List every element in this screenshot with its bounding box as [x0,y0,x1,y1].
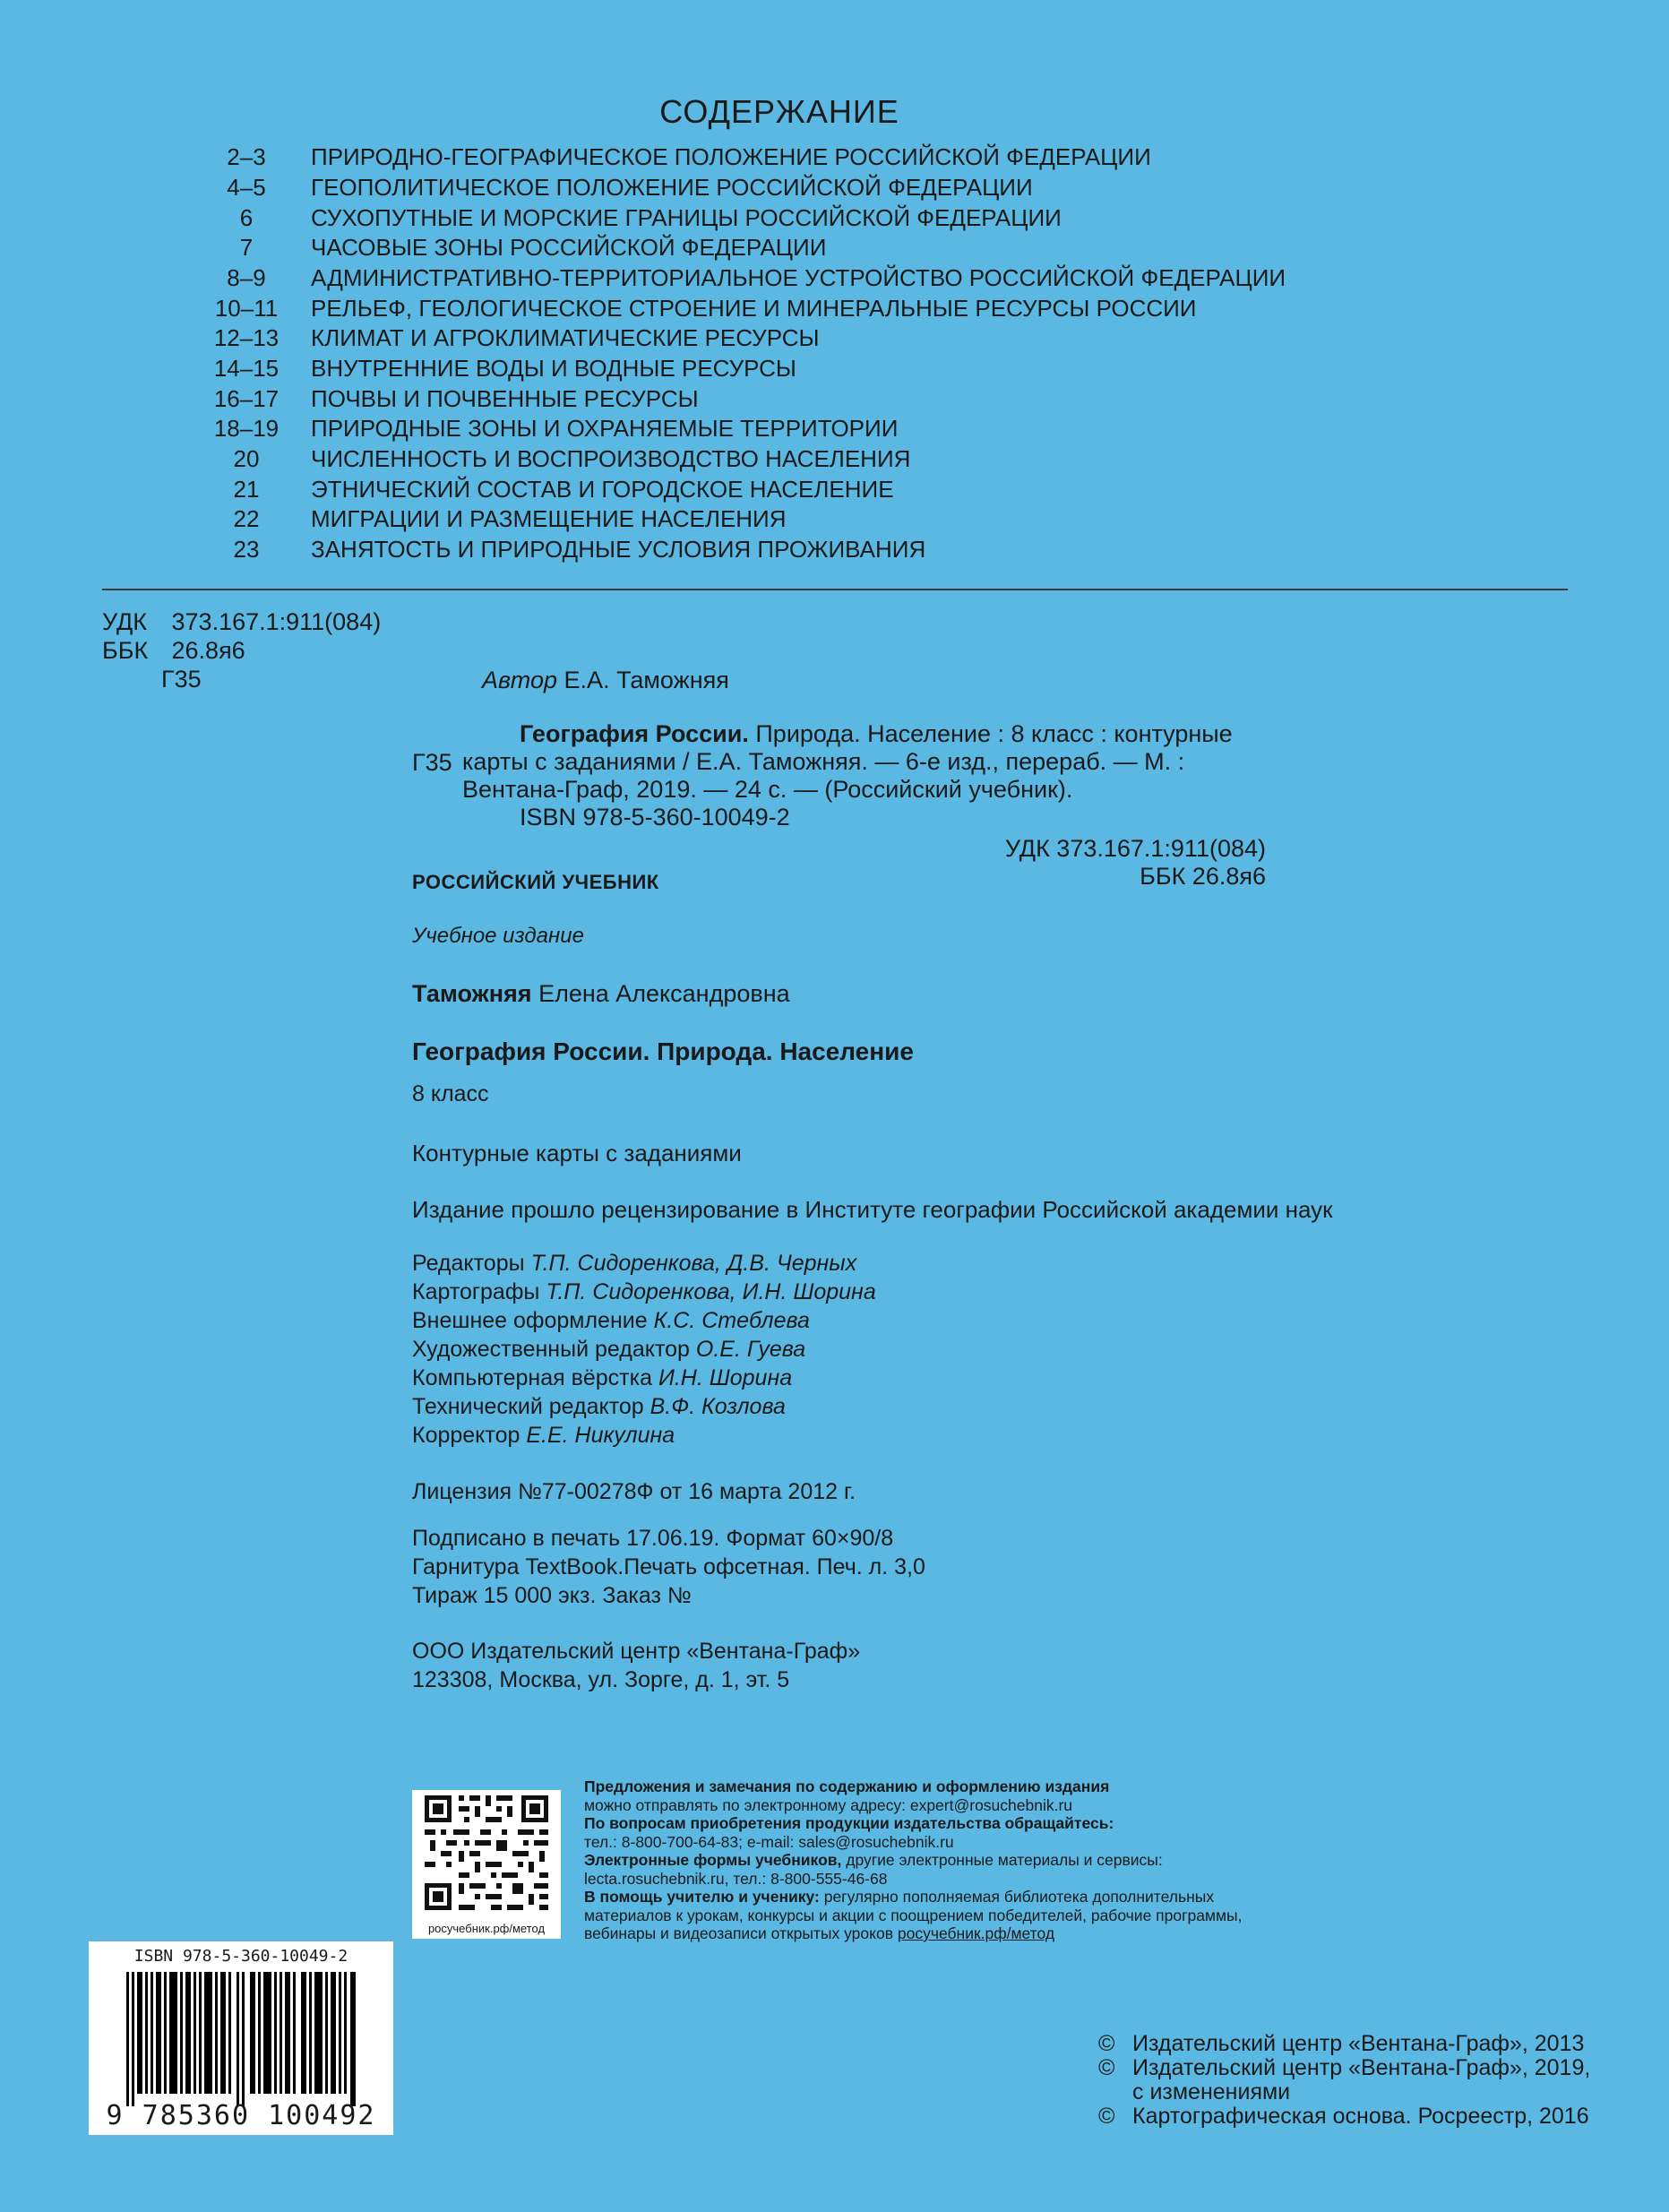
author-given-names: Елена Александровна [531,980,790,1007]
bib-line3: Вентана-Граф, 2019. — 24 с. — (Российский учебник). [462,776,1073,803]
toc-pages: 20 [233,445,260,472]
divider-line [102,589,1568,590]
credit-names: О.Е. Гуева [695,1337,806,1362]
bbk-value: 26.8я6 [171,637,245,664]
contacts-block [584,1777,1242,1943]
author-surname: Таможняя [412,980,532,1007]
toc-pages: 16–17 [213,385,280,412]
credit-row [412,1364,876,1392]
bbk-label: ББК [102,637,149,664]
publisher-name: ООО Издательский центр «Вентана-Граф» [412,1639,861,1664]
contacts-bold: В помощь учителю и ученику: [584,1888,820,1906]
credit-role: Картографы [412,1279,546,1304]
copyright-text: Издательский центр «Вентана-Граф», 2013 [1132,2031,1585,2056]
contacts-line: материалов к урокам, конкурсы и акции с поощрением победителей, рабочие программы, [584,1906,1243,1924]
copyright-symbol: © [1098,2104,1115,2129]
toc-pages: 18–19 [213,415,280,442]
toc-item-title: ПРИРОДНО-ГЕОГРАФИЧЕСКОЕ ПОЛОЖЕНИЕ РОССИЙСКОЙ ФЕДЕРАЦИИ [311,143,1151,170]
copyright-row [1098,2032,1590,2056]
toc-item-title: МИГРАЦИИ И РАЗМЕЩЕНИЕ НАСЕЛЕНИЯ [311,505,787,532]
toc-pages: 23 [233,536,260,563]
credits [412,1249,876,1450]
toc-item-title: ВНУТРЕННИЕ ВОДЫ И ВОДНЫЕ РЕСУРСЫ [311,355,796,382]
review-note: Издание прошло рецензирование в Институте географии Российской академии наук [412,1196,1333,1223]
credit-row [412,1421,876,1450]
bib-bbk: ББК 26.8я6 [1140,863,1266,890]
bib-author-mark: Г35 [412,749,452,776]
copyright-symbol: © [1098,2031,1115,2056]
credit-row [412,1392,876,1421]
author-name: Е.А. Таможняя [564,667,729,693]
isbn-barcode [89,1941,393,2135]
toc-pages: 6 [239,204,254,231]
credit-names: Т.П. Сидоренкова, Д.В. Черных [530,1251,857,1276]
qr-caption: росучебник.рф/метод [427,1922,546,1935]
print-info-line: Гарнитура TextBook.Печать офсетная. Печ. л. 3,0 [412,1554,925,1579]
contacts-line: По вопросам приобретения продукции издательства обращайтесь: [584,1814,1114,1832]
contacts-text: регулярно пополняемая библиотека дополнительных [819,1888,1215,1906]
bib-line2: карты с заданиями / Е.А. Таможняя. — 6-е изд., перераб. — М. : [462,748,1185,775]
publisher [412,1637,860,1694]
classification-block [102,607,381,693]
toc-title: СОДЕРЖАНИЕ [659,93,899,130]
bib-line1: Природа. Население : 8 класс : контурные [748,720,1233,747]
toc-item-title: ЭТНИЧЕСКИЙ СОСТАВ И ГОРОДСКОЕ НАСЕЛЕНИЕ [311,476,894,503]
toc-pages: 14–15 [213,355,280,382]
toc-pages: 7 [239,234,254,261]
credit-role: Внешнее оформление [412,1308,654,1333]
toc-pages: 21 [233,476,260,503]
udk-label: УДК [102,608,147,635]
credit-names: Т.П. Сидоренкова, И.Н. Шорина [546,1279,876,1304]
contacts-bold: Электронные формы учебников, [584,1851,842,1869]
book-title: География России. Природа. Население [412,1037,914,1065]
toc-pages: 22 [233,505,260,532]
copyrights [1098,2032,1590,2129]
bib-udk: УДК 373.167.1:911(084) [1004,835,1266,862]
contacts-line [584,1851,1242,1870]
credit-role: Художественный редактор [412,1337,696,1362]
print-info-line: Подписано в печать 17.06.19. Формат 60×90/8 [412,1526,894,1551]
credit-role: Технический редактор [412,1394,650,1419]
udk-value: 373.167.1:911(084) [171,608,382,635]
toc-item-title: ЗАНЯТОСТЬ И ПРИРОДНЫЕ УСЛОВИЯ ПРОЖИВАНИЯ [311,536,926,563]
series-name: РОССИЙСКИЙ УЧЕБНИК [412,871,659,893]
credit-row [412,1249,876,1278]
bibliographic-record [462,720,1268,831]
subtitle: Контурные карты с заданиями [412,1140,742,1166]
toc-pages: 2–3 [227,143,266,170]
barcode-icon [126,1972,356,2106]
contacts-text: другие электронные материалы и сервисы: [841,1851,1163,1869]
copyright-text: Картографическая основа. Росреестр, 2016 [1132,2104,1589,2129]
edition-type: Учебное издание [412,924,584,948]
license: Лицензия №77-00278Ф от 16 марта 2012 г. [412,1479,856,1504]
toc-item-title: КЛИМАТ И АГРОКЛИМАТИЧЕСКИЕ РЕСУРСЫ [311,324,820,351]
credit-names: В.Ф. Козлова [650,1394,786,1419]
toc-item-title: АДМИНИСТРАТИВНО-ТЕРРИТОРИАЛЬНОЕ УСТРОЙСТВО РОССИЙСКОЙ ФЕДЕРАЦИИ [311,264,1286,291]
toc-item-title: РЕЛЬЕФ, ГЕОЛОГИЧЕСКОЕ СТРОЕНИЕ И МИНЕРАЛЬНЫЕ РЕСУРСЫ РОССИИ [311,295,1197,322]
copyright-row-continued [1098,2080,1590,2104]
toc-item-title: ПРИРОДНЫЕ ЗОНЫ И ОХРАНЯЕМЫЕ ТЕРРИТОРИИ [311,415,899,442]
toc-pages: 8–9 [227,264,266,291]
barcode-digits: 9 785360 100492 [106,2100,376,2131]
toc-pages: 12–13 [213,324,280,351]
credit-role: Редакторы [412,1251,531,1276]
toc-item-title: ГЕОПОЛИТИЧЕСКОЕ ПОЛОЖЕНИЕ РОССИЙСКОЙ ФЕДЕРАЦИИ [311,174,1033,201]
qr-code-icon [412,1790,561,1915]
methodology-link[interactable]: росучебник.рф/метод [897,1924,1055,1942]
author-full [412,980,790,1008]
bib-title: География России. [520,720,749,747]
copyright-symbol: © [1098,2055,1115,2080]
barcode-isbn: ISBN 978-5-360-10049-2 [133,1947,348,1966]
credit-role: Корректор [412,1423,527,1448]
toc-pages: 4–5 [227,174,266,201]
copyright-row [1098,2056,1590,2080]
toc-item-title: ЧИСЛЕННОСТЬ И ВОСПРОИЗВОДСТВО НАСЕЛЕНИЯ [311,445,911,472]
copyright-text: с изменениями [1132,2079,1291,2104]
toc-item-title: СУХОПУТНЫЕ И МОРСКИЕ ГРАНИЦЫ РОССИЙСКОЙ ФЕДЕРАЦИИ [311,204,1062,231]
toc-item-title: ПОЧВЫ И ПОЧВЕННЫЕ РЕСУРСЫ [311,385,699,412]
contacts-line: lecta.rosuchebnik.ru, тел.: 8-800-555-46-68 [584,1869,888,1888]
credit-names: К.С. Стеблева [653,1308,810,1333]
author-label: Автор [482,667,558,693]
contacts-line: можно отправлять по электронному адресу: expert@rosuchebnik.ru [584,1795,1073,1814]
contacts-line [584,1924,1242,1943]
print-info-line: Тираж 15 000 экз. Заказ № [412,1583,692,1608]
credit-row [412,1278,876,1306]
credit-role: Компьютерная вёрстка [412,1365,658,1390]
author-mark: Г35 [161,666,202,693]
contacts-line: Предложения и замечания по содержанию и оформлению издания [584,1777,1110,1795]
grade: 8 класс [412,1081,489,1106]
publisher-address: 123308, Москва, ул. Зорге, д. 1, эт. 5 [412,1667,790,1692]
contacts-line: тел.: 8-800-700-64-83; e-mail: sales@rosuchebnik.ru [584,1832,954,1851]
print-info [412,1524,925,1610]
contacts-line [584,1888,1242,1906]
copyright-text: Издательский центр «Вентана-Граф», 2019, [1132,2055,1591,2080]
credit-names: Е.Е. Никулина [526,1423,675,1448]
copyright-row [1098,2104,1590,2129]
toc-item-title: ЧАСОВЫЕ ЗОНЫ РОССИЙСКОЙ ФЕДЕРАЦИИ [311,234,827,261]
toc-pages: 10–11 [214,295,279,322]
credit-row [412,1306,876,1335]
contacts-text: вебинары и видеозаписи открытых уроков [584,1924,898,1942]
credit-names: И.Н. Шорина [658,1365,793,1390]
bib-isbn: ISBN 978-5-360-10049-2 [520,804,790,831]
author-line [482,667,729,694]
qr-code[interactable] [412,1790,561,1939]
credit-row [412,1335,876,1364]
